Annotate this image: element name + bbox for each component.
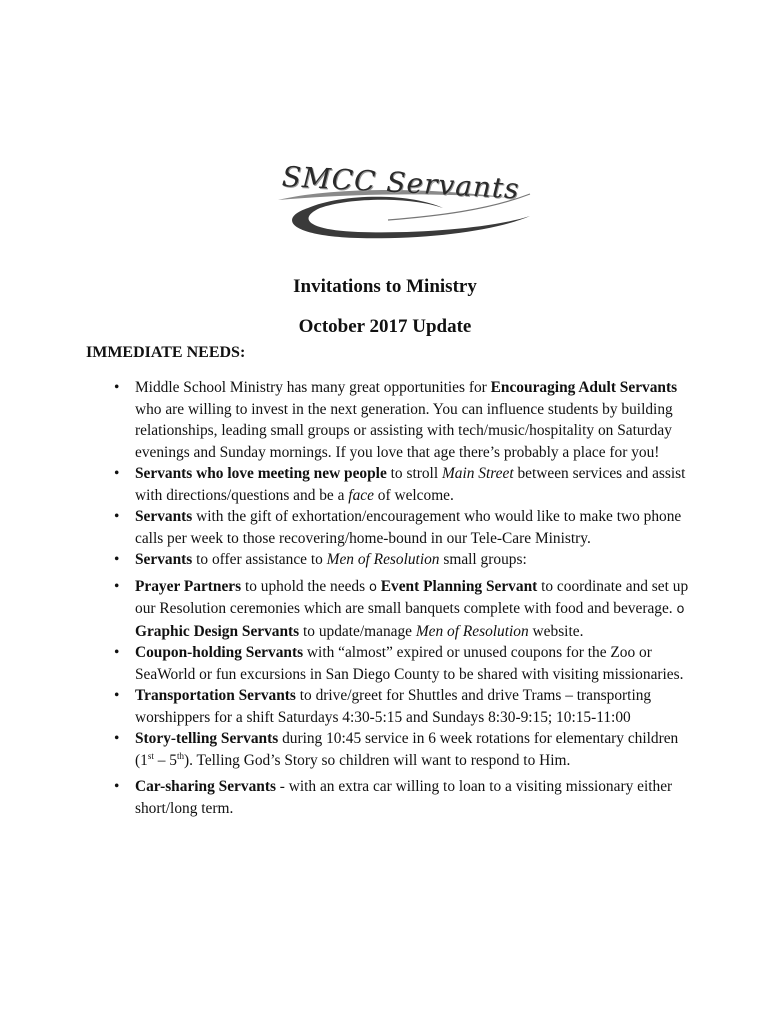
item-text: to update/manage [299,622,416,640]
item-text: during 10:45 service in 6 week rotations for elementary children (1 [135,730,679,769]
item-bold-text: Servants [135,508,193,525]
item-bold-text: Servants [135,551,193,568]
item-text: to stroll [386,465,442,482]
list-item [114,463,690,506]
bullet: • [114,551,120,568]
needs-list [114,377,690,819]
item-bold-text: Servants who love meeting new people [135,465,387,482]
item-italic-text: face [348,486,374,504]
sub-bullet-marker: o [368,579,377,595]
item-text: who are willing to invest in the next generation. You can influence students by building relationships, leading small groups or assisting with tech/music/hospitality on Saturday evenings and Sunday mornings. If you love that age there’s probably a place for you! [135,400,673,461]
list-item [114,377,690,463]
item-bold-text: Graphic Design Servants [135,622,300,640]
bullet: • [114,465,120,482]
superscript: st [147,750,154,761]
item-bold-text: Encouraging Adult Servants [490,379,678,396]
item-bold-text: Car-sharing Servants [135,778,276,795]
bullet: • [114,644,120,661]
list-item [114,549,690,571]
list-item [114,776,690,819]
item-text: - with an extra car willing to loan to a visiting missionary either short/long term. [135,778,673,817]
item-text: – 5 [153,751,177,769]
list-item [114,506,690,549]
item-text: to offer assistance to [192,551,327,568]
bullet: • [114,379,120,396]
item-bold-text: Coupon-holding Servants [135,644,304,661]
item-text: Middle School Ministry has many great opportunities for [135,379,491,396]
list-item [114,685,690,728]
item-text: between services and assist with directions/questions and be a [135,465,686,504]
immediate-needs-heading: IMMEDIATE NEEDS: [86,344,246,361]
sub-bullet-marker: o [676,602,685,617]
page-subtitle: October 2017 Update [298,316,472,337]
item-text: to coordinate and set up our Resolution ceremonies which are small banquets complete with food and beverage. [135,577,689,617]
item-text: to uphold the needs [241,577,369,595]
item-text: to drive/greet for Shuttles and drive Trams – transporting worshippers for a shift Saturdays 4:30-5:15 and Sundays 8:30-9:15; 10:15-11:00 [135,687,652,726]
item-text: with “almost” expired or unused coupons for the Zoo or SeaWorld or fun excursions in San Diego County to be shared with visiting missionaries. [135,644,684,683]
bullet: • [114,778,120,795]
item-bold-text: Story-telling Servants [135,730,279,747]
bullet: • [114,687,120,704]
item-text: of welcome. [373,486,454,504]
superscript: th [176,750,184,761]
item-bold-text: Prayer Partners [135,577,242,595]
bullet: • [114,508,120,525]
item-italic-text: Men of Resolution [326,551,440,568]
smcc-servants-logo [268,158,538,250]
bullet: • [114,730,120,747]
logo-text: SMCC Servants [281,160,521,206]
list-item [114,642,690,685]
item-italic-text: Men of Resolution [415,622,529,640]
item-bold-text: Transportation Servants [135,687,296,704]
item-text: website. [528,622,584,640]
item-bold-text: Event Planning Servant [380,577,538,595]
item-text: ). Telling God’s Story so children will want to respond to Him. [183,751,571,769]
item-text: small groups: [439,551,527,568]
list-item [114,728,690,771]
item-text: with the gift of exhortation/encouragement who would like to make two phone calls per week to those recovering/home-bound in our Tele-Care Ministry. [135,508,682,547]
bullet: • [114,577,120,595]
page-title: Invitations to Ministry [293,276,477,297]
list-item [114,576,690,643]
item-italic-text: Main Street [441,465,514,482]
